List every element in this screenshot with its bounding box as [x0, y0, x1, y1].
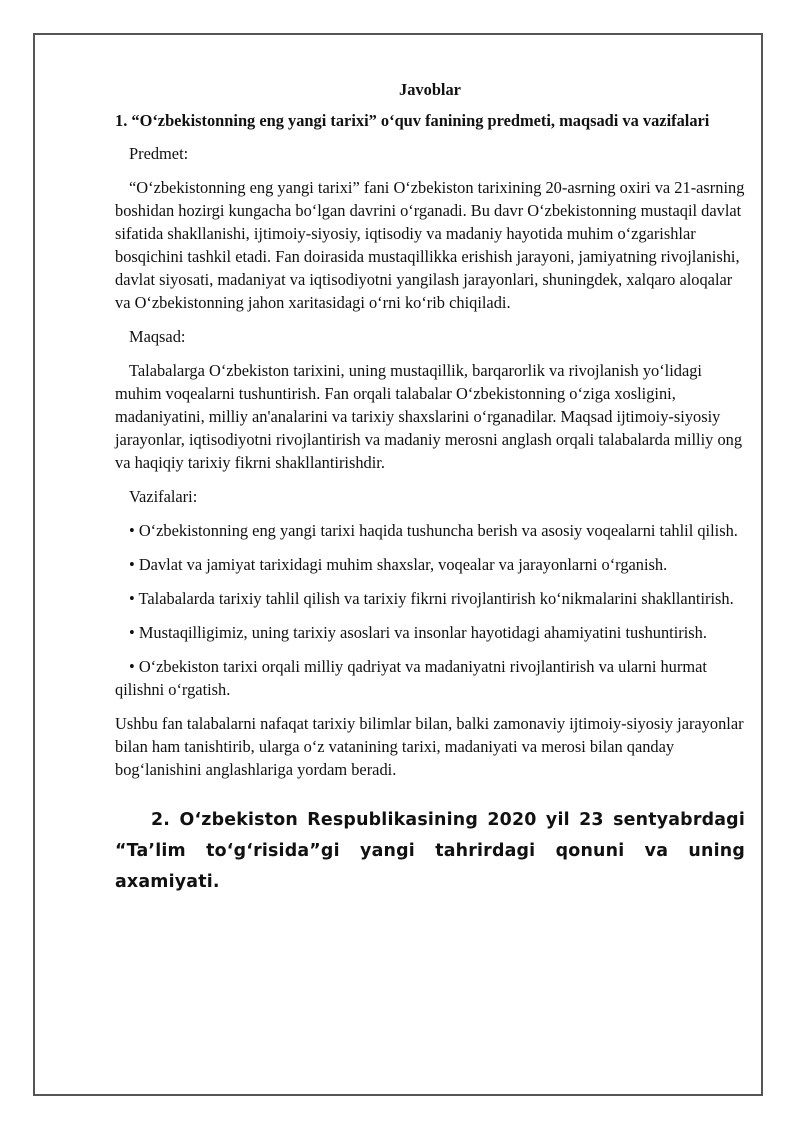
task-bullet-1: • O‘zbekistonning eng yangi tarixi haqida tushuncha berish va asosiy voqealarni tahlil qilish.: [129, 521, 738, 540]
predmet-paragraph: “O‘zbekistonning eng yangi tarixi” fani O‘zbekiston tarixining 20-asrning oxiri va 21-asrning boshidan hozirgi kungacha bo‘lgan davrini o‘rganadi. Bu davr O‘zbekistonning mustaqil davlat sifatida shakllanishi, ijtimoiy-siyosiy, iqtisodiy va madaniy hayotida muhim o‘zgarishlar bosqichini tashkil etadi. Fan doirasida mustaqillikka erishish jarayoni, jamiyatning rivojlanishi, davlat siyosati, madaniyat va iqtisodiyotni yangilash jarayonlari, shuningdek, xalqaro aloqalar va O‘zbekistonning jahon xaritasidagi o‘rni ko‘rib chiqiladi.: [115, 178, 745, 312]
maqsad-label: Maqsad:: [129, 327, 186, 346]
task-bullet-5: • O‘zbekiston tarixi orqali milliy qadriyat va madaniyatni rivojlantirish va ularni hurmat qilishni o‘rgatish.: [115, 657, 707, 699]
task-bullet-3: • Talabalarda tarixiy tahlil qilish va tarixiy fikrni rivojlantirish ko‘nikmalarini shakllantirish.: [129, 589, 734, 608]
vazifalari-label: Vazifalari:: [129, 487, 198, 506]
section-1-heading: 1. “O‘zbekistonning eng yangi tarixi” o‘quv fanining predmeti, maqsadi va vazifalari: [115, 111, 710, 130]
task-bullet-4: • Mustaqilligimiz, uning tarixiy asoslari va insonlar hayotidagi ahamiyatini tushuntirish.: [129, 623, 707, 642]
closing-paragraph: Ushbu fan talabalarni nafaqat tarixiy bilimlar bilan, balki zamonaviy ijtimoiy-siyosiy jarayonlar bilan ham tanishtirib, ularga o‘z vatanining tarixi, madaniyati va merosi bilan qanday bog‘lanishini anglashlariga yordam beradi.: [115, 714, 744, 779]
document-body: [115, 78, 745, 898]
section-2-heading: 2. O‘zbekiston Respublikasining 2020 yil 23 sentyabrdagi “Ta’lim to‘g‘risida”gi yangi tahrirdagi qonuni va uning axamiyati.: [115, 810, 745, 892]
predmet-label: Predmet:: [129, 144, 189, 163]
maqsad-paragraph: Talabalarga O‘zbekiston tarixini, uning mustaqillik, barqarorlik va rivojlanish yo‘lidagi muhim voqealarni tushuntirish. Fan orqali talabalar O‘zbekistonning o‘ziga xosligini, madaniyatini, milliy an'analarini va tarixiy shaxslarini o‘rganadilar. Maqsad ijtimoiy-siyosiy jarayonlar, iqtisodiyotni rivojlantirish va madaniy merosni anglash orqali talabalarda milliy ong va haqiqiy tarixiy fikrni shakllantirishdir.: [115, 361, 743, 472]
document-title: Javoblar: [399, 80, 461, 99]
task-bullet-2: • Davlat va jamiyat tarixidagi muhim shaxslar, voqealar va jarayonlarni o‘rganish.: [129, 555, 668, 574]
